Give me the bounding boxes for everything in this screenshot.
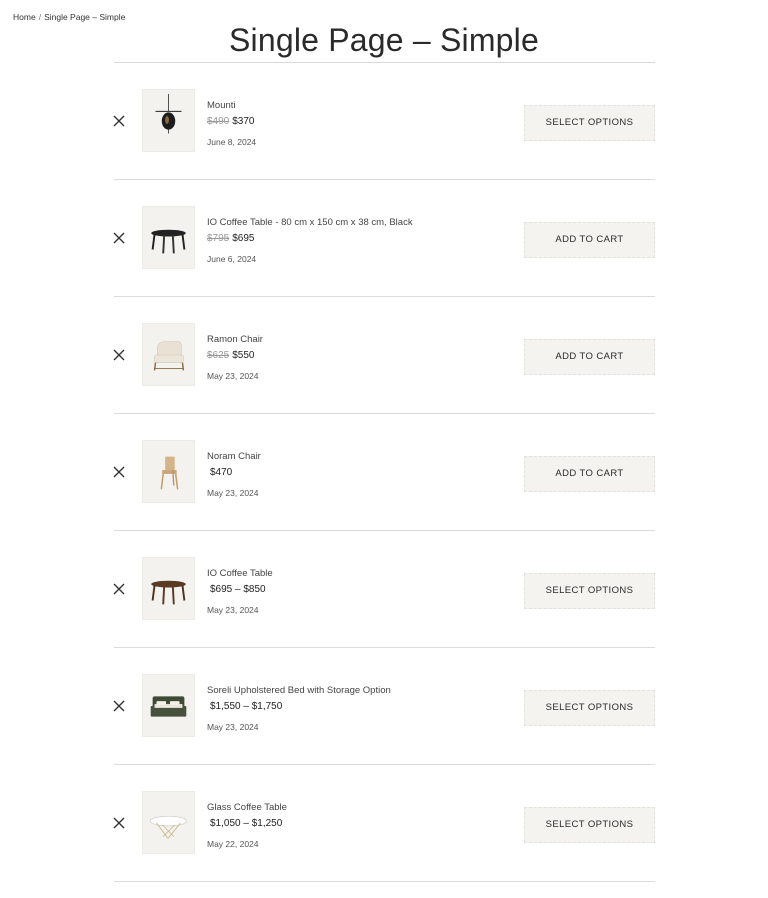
product-name-link[interactable]: Mounti — [207, 100, 236, 111]
glass-coffee-table-image — [143, 792, 194, 853]
date-added: May 23, 2024 — [207, 605, 259, 615]
current-price: $695 — [232, 233, 255, 244]
close-icon — [111, 230, 127, 246]
breadcrumb-home-link[interactable]: Home — [13, 12, 36, 22]
wishlist-row — [114, 63, 655, 180]
product-name-link[interactable]: Noram Chair — [207, 451, 261, 462]
date-added: May 23, 2024 — [207, 722, 259, 732]
remove-item-button[interactable] — [111, 815, 127, 831]
wishlist-row — [114, 531, 655, 648]
current-price: $695 – $850 — [210, 584, 266, 595]
remove-item-button[interactable] — [111, 581, 127, 597]
remove-item-button[interactable] — [111, 464, 127, 480]
green-bed-image — [143, 675, 194, 736]
wishlist-row — [114, 648, 655, 765]
breadcrumb-current: Single Page – Simple — [44, 12, 126, 22]
product-price — [207, 115, 256, 128]
product-price — [207, 817, 287, 830]
close-icon — [111, 581, 127, 597]
current-price: $1,550 – $1,750 — [210, 701, 283, 712]
select-options-button[interactable]: SELECT OPTIONS — [524, 105, 655, 141]
select-options-button[interactable]: SELECT OPTIONS — [524, 807, 655, 843]
remove-item-button[interactable] — [111, 698, 127, 714]
wooden-chair-image — [143, 441, 194, 502]
product-info — [207, 99, 256, 147]
old-price: $490 — [207, 116, 230, 127]
remove-item-button[interactable] — [111, 347, 127, 363]
pendant-lamp-image — [143, 90, 194, 151]
wishlist-row — [114, 297, 655, 414]
product-name-link[interactable]: Glass Coffee Table — [207, 802, 287, 813]
page-title: Single Page – Simple — [229, 22, 539, 58]
product-price — [207, 700, 391, 713]
product-thumbnail[interactable] — [142, 557, 195, 620]
date-added: May 22, 2024 — [207, 839, 259, 849]
product-price — [207, 232, 413, 245]
product-name-link[interactable]: IO Coffee Table — [207, 568, 273, 579]
date-added: May 23, 2024 — [207, 371, 259, 381]
product-info — [207, 567, 273, 615]
product-thumbnail[interactable] — [142, 323, 195, 386]
product-thumbnail[interactable] — [142, 440, 195, 503]
current-price: $370 — [232, 116, 255, 127]
product-info — [207, 450, 261, 498]
wishlist-row — [114, 180, 655, 297]
product-thumbnail[interactable] — [142, 674, 195, 737]
old-price: $795 — [207, 233, 230, 244]
close-icon — [111, 113, 127, 129]
breadcrumb-separator: / — [38, 12, 42, 22]
product-info — [207, 801, 287, 849]
walnut-coffee-table-image — [143, 558, 194, 619]
select-options-button[interactable]: SELECT OPTIONS — [524, 573, 655, 609]
remove-item-button[interactable] — [111, 230, 127, 246]
product-thumbnail[interactable] — [142, 206, 195, 269]
product-name-link[interactable]: IO Coffee Table - 80 cm x 150 cm x 38 cm, Black — [207, 217, 413, 228]
product-name-link[interactable]: Ramon Chair — [207, 334, 263, 345]
product-info — [207, 333, 263, 381]
product-price — [207, 583, 273, 596]
lounge-chair-image — [143, 324, 194, 385]
product-price — [207, 466, 261, 479]
current-price: $470 — [210, 467, 233, 478]
add-to-cart-button[interactable]: ADD TO CART — [524, 456, 655, 492]
close-icon — [111, 464, 127, 480]
close-icon — [111, 815, 127, 831]
add-to-cart-button[interactable]: ADD TO CART — [524, 339, 655, 375]
current-price: $550 — [232, 350, 255, 361]
remove-item-button[interactable] — [111, 113, 127, 129]
date-added: June 8, 2024 — [207, 137, 257, 147]
wishlist-row — [114, 765, 655, 882]
product-info — [207, 216, 413, 264]
date-added: June 6, 2024 — [207, 254, 257, 264]
product-info — [207, 684, 391, 732]
product-thumbnail[interactable] — [142, 89, 195, 152]
date-added: May 23, 2024 — [207, 488, 259, 498]
add-to-cart-button[interactable]: ADD TO CART — [524, 222, 655, 258]
product-thumbnail[interactable] — [142, 791, 195, 854]
close-icon — [111, 347, 127, 363]
product-name-link[interactable]: Soreli Upholstered Bed with Storage Option — [207, 685, 391, 696]
current-price: $1,050 – $1,250 — [210, 818, 283, 829]
product-price — [207, 349, 263, 362]
select-options-button[interactable]: SELECT OPTIONS — [524, 690, 655, 726]
breadcrumb — [13, 12, 125, 22]
black-coffee-table-image — [143, 207, 194, 268]
wishlist-row — [114, 414, 655, 531]
wishlist-table — [114, 62, 655, 882]
old-price: $625 — [207, 350, 230, 361]
close-icon — [111, 698, 127, 714]
